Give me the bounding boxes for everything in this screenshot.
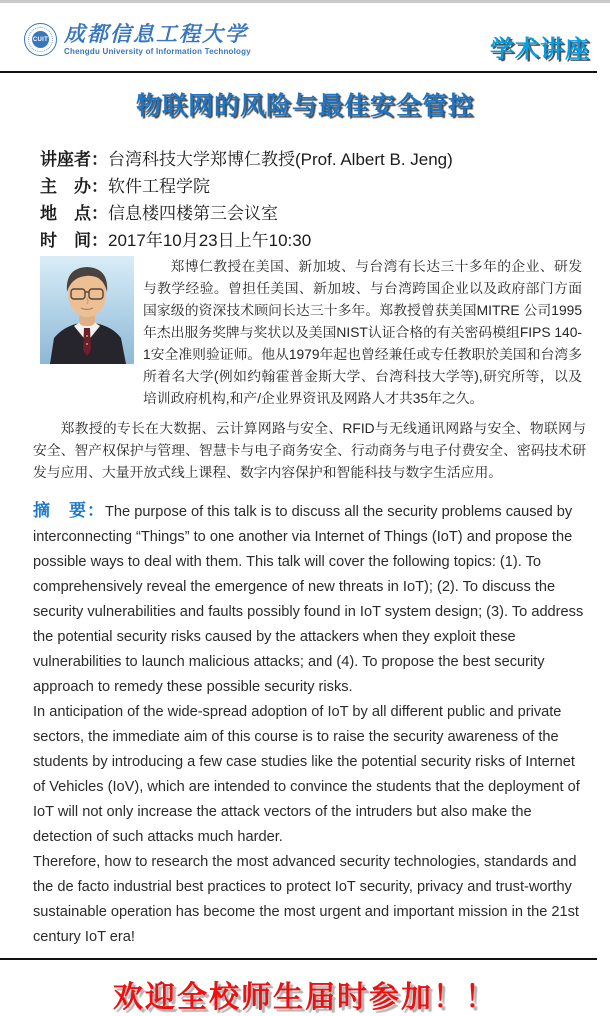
info-row-speaker — [40, 146, 610, 173]
info-value: 台湾科技大学郑博仁教授(Prof. Albert B. Jeng) — [108, 150, 453, 169]
abstract-paragraph: Therefore, how to research the most advanced security technologies, standards and the de facto industrial best practices to protect IoT security, privacy and trust-worthy sustainable operation has become the most urgent and important mission in the 21st century IoT era! — [33, 854, 579, 945]
abstract-section — [33, 498, 586, 950]
welcome-message: 欢迎全校师生届时参加！！ — [113, 981, 497, 1014]
lecture-title: 物联网的风险与最佳安全管控 — [135, 92, 474, 120]
header-divider — [0, 71, 597, 73]
university-logo-block — [24, 23, 251, 56]
info-value: 2017年10月23日上午10:30 — [108, 231, 312, 250]
university-seal-icon — [24, 23, 57, 56]
speaker-bio-section — [40, 256, 582, 410]
info-label: 时 间： — [40, 231, 108, 250]
info-label: 讲座者： — [40, 150, 108, 169]
info-value: 软件工程学院 — [108, 177, 210, 196]
info-row-host — [40, 173, 610, 200]
abstract-label: 摘 要： — [33, 501, 105, 520]
footer-divider — [0, 958, 597, 960]
lecture-series-banner: 学术讲座 — [490, 36, 590, 63]
speaker-bio-paragraph: 郑博仁教授在美国、新加坡、与台湾有长达三十多年的企业、研发与教学经验。曾担任美国、新加坡、与台湾跨国企业以及政府部门方面国家级的资深技术顾问长达三十多年。郑教授曾获美国MITRE 公司1995年杰出服务奖牌与奖状以及美国NIST认证合格的有关密码模组FIPS 140-1安全准则验证师。他从1979年起也曾经兼任或专任教职於美国和台湾多所着名大学(例如约翰霍普金斯大学、台湾科技大学等),研究所等，以及培训政府机构,和产/企业界资讯及网路人才共35年之久。 — [143, 259, 582, 406]
abstract-paragraph: In anticipation of the wide-spread adoption of IoT by all different public and private sectors, the immediate aim of this course is to raise the security awareness of the students by introducing a few case studies like the potential security risks of Internet of Vehicles (IoV), which are intended to convince the students that the deployment of IoT will not only increase the attack vectors of the intruders but also make the detection of such attacks much harder. — [33, 704, 580, 845]
info-label: 地 点： — [40, 204, 108, 223]
abstract-text: The purpose of this talk is to discuss all the security problems caused by interconnecting “Things” to one another via Internet of Things (IoT) and propose the possible ways to deal with them. This talk will cover the following topics: (1). To comprehensively reveal the emergence of new threats in IoT); (2). To discuss the security vulnerabilities and faults possibly found in IoT system design; (3). To address the potential security risks caused by the attackers when they exploit these vulnerabilities to launch malicious attacks; and (4). To propose the best security approach to remedy these possible security risks. — [33, 504, 584, 695]
info-row-location — [40, 200, 610, 227]
abstract-paragraph — [33, 498, 586, 700]
speaker-expertise-paragraph: 郑教授的专长在大数据、云计算网路与安全、RFID与无线通讯网路与安全、物联网与安全、智产权保护与管理、智慧卡与电子商务安全、行动商务与电子付费安全、密码技术研发与应用、大量开放式线上课程、数字内容保护和智能科技与数字生活应用。 — [33, 421, 586, 480]
info-row-time — [40, 227, 610, 254]
logo-cuit-text: CUIT — [32, 31, 49, 48]
info-label: 主 办： — [40, 177, 108, 196]
university-name-en: Chengdu University of Information Technology — [64, 47, 251, 56]
lecture-info-block — [40, 146, 610, 254]
info-value: 信息楼四楼第三会议室 — [108, 204, 278, 223]
university-name-zh: 成都信息工程大学 — [64, 21, 248, 46]
page-header — [0, 3, 610, 64]
speaker-photo — [40, 256, 134, 364]
